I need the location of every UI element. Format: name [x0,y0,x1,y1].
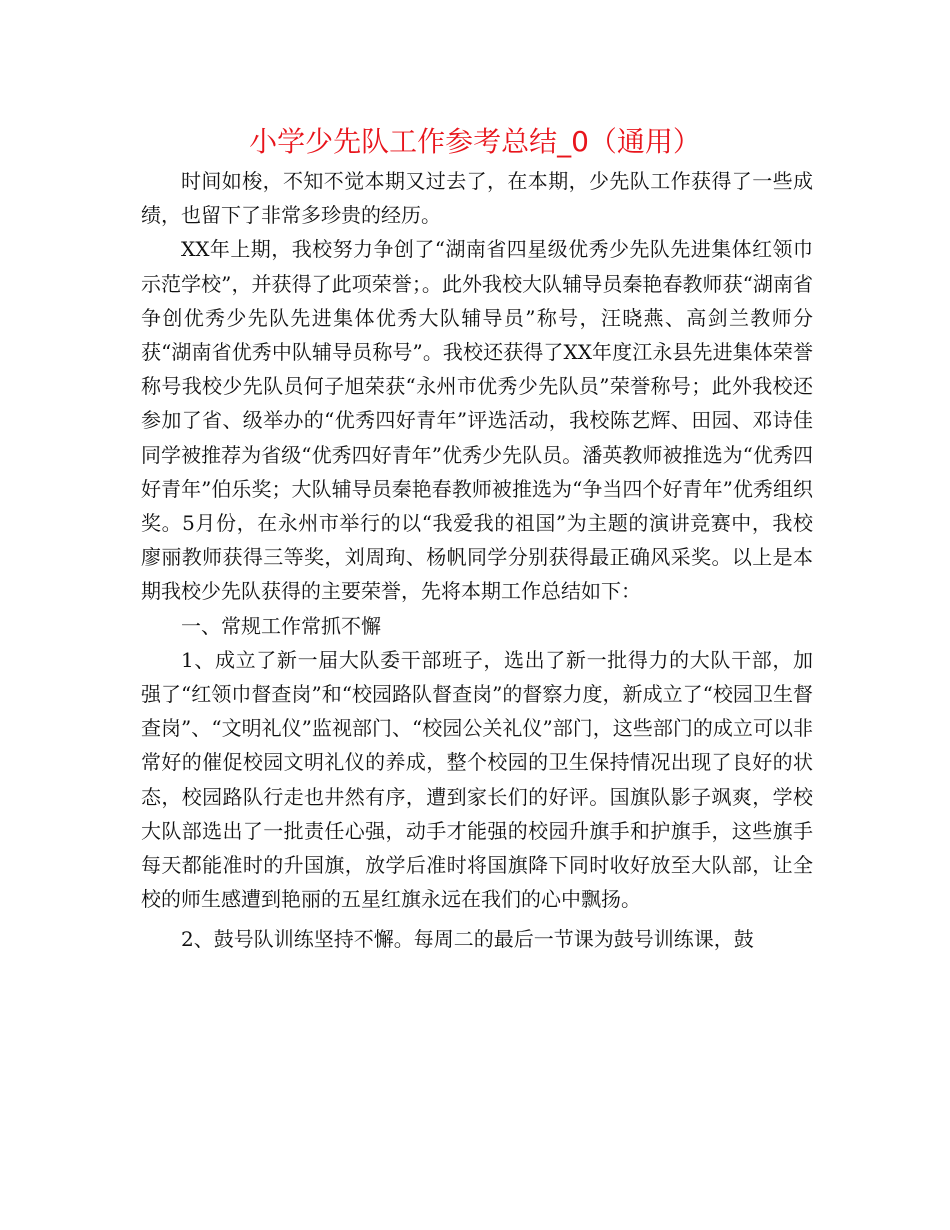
paragraph-item-1: 1、成立了新一届大队委干部班子，选出了新一批得力的大队干部，加强了“红领巾督查岗”和“校园路队督查岗”的督察力度，新成立了“校园卫生督查岗”、“文明礼仪”监视部门、“校园公关礼仪”部门，这些部门的成立可以非常好的催促校园文明礼仪的养成，整个校园的卫生保持情况出现了良好的状态，校园路队行走也井然有序，遭到家长们的好评。国旗队影子飒爽，学校大队部选出了一批责任心强，动手才能强的校园升旗手和护旗手，这些旗手每天都能准时的升国旗，放学后准时将国旗降下同时收好放至大队部，让全校的师生感遭到艳丽的五星红旗永远在我们的心中飘扬。 [141,647,813,912]
paragraph-item-2: 2、鼓号队训练坚持不懈。每周二的最后一节课为鼓号训练课，鼓 [181,927,754,952]
paragraph-intro: 时间如梭，不知不觉本期又过去了，在本期，少先队工作获得了一些成绩，也留下了非常多珍贵的经历。 [141,169,813,228]
section-heading: 一、常规工作常抓不懈 [181,613,381,638]
document-title: 小学少先队工作参考总结_0（通用） [249,125,701,158]
paragraph-honors: XX年上期，我校努力争创了“湖南省四星级优秀少先队先进集体红领巾示范学校”，并获得了此项荣誉；。此外我校大队辅导员秦艳春教师获“湖南省争创优秀少先队先进集体优秀大队辅导员”称号，汪晓燕、高剑兰教师分获“湖南省优秀中队辅导员称号”。我校还获得了XX年度江永县先进集体荣誉称号我校少先队员何子旭荣获“永州市优秀少先队员”荣誉称号；此外我校还参加了省、级举办的“优秀四好青年”评选活动，我校陈艺辉、田园、邓诗佳同学被推荐为省级“优秀四好青年”优秀少先队员。潘英教师被推选为“优秀四好青年”伯乐奖；大队辅导员秦艳春教师被推选为“争当四个好青年”优秀组织奖。5月份，在永州市举行的以“我爱我的祖国”为主题的演讲竞赛中，我校廖丽教师获得三等奖，刘周珣、杨帆同学分别获得最正确风采奖。以上是本期我校少先队获得的主要荣誉，先将本期工作总结如下： [141,237,813,604]
document-body [141,164,813,957]
